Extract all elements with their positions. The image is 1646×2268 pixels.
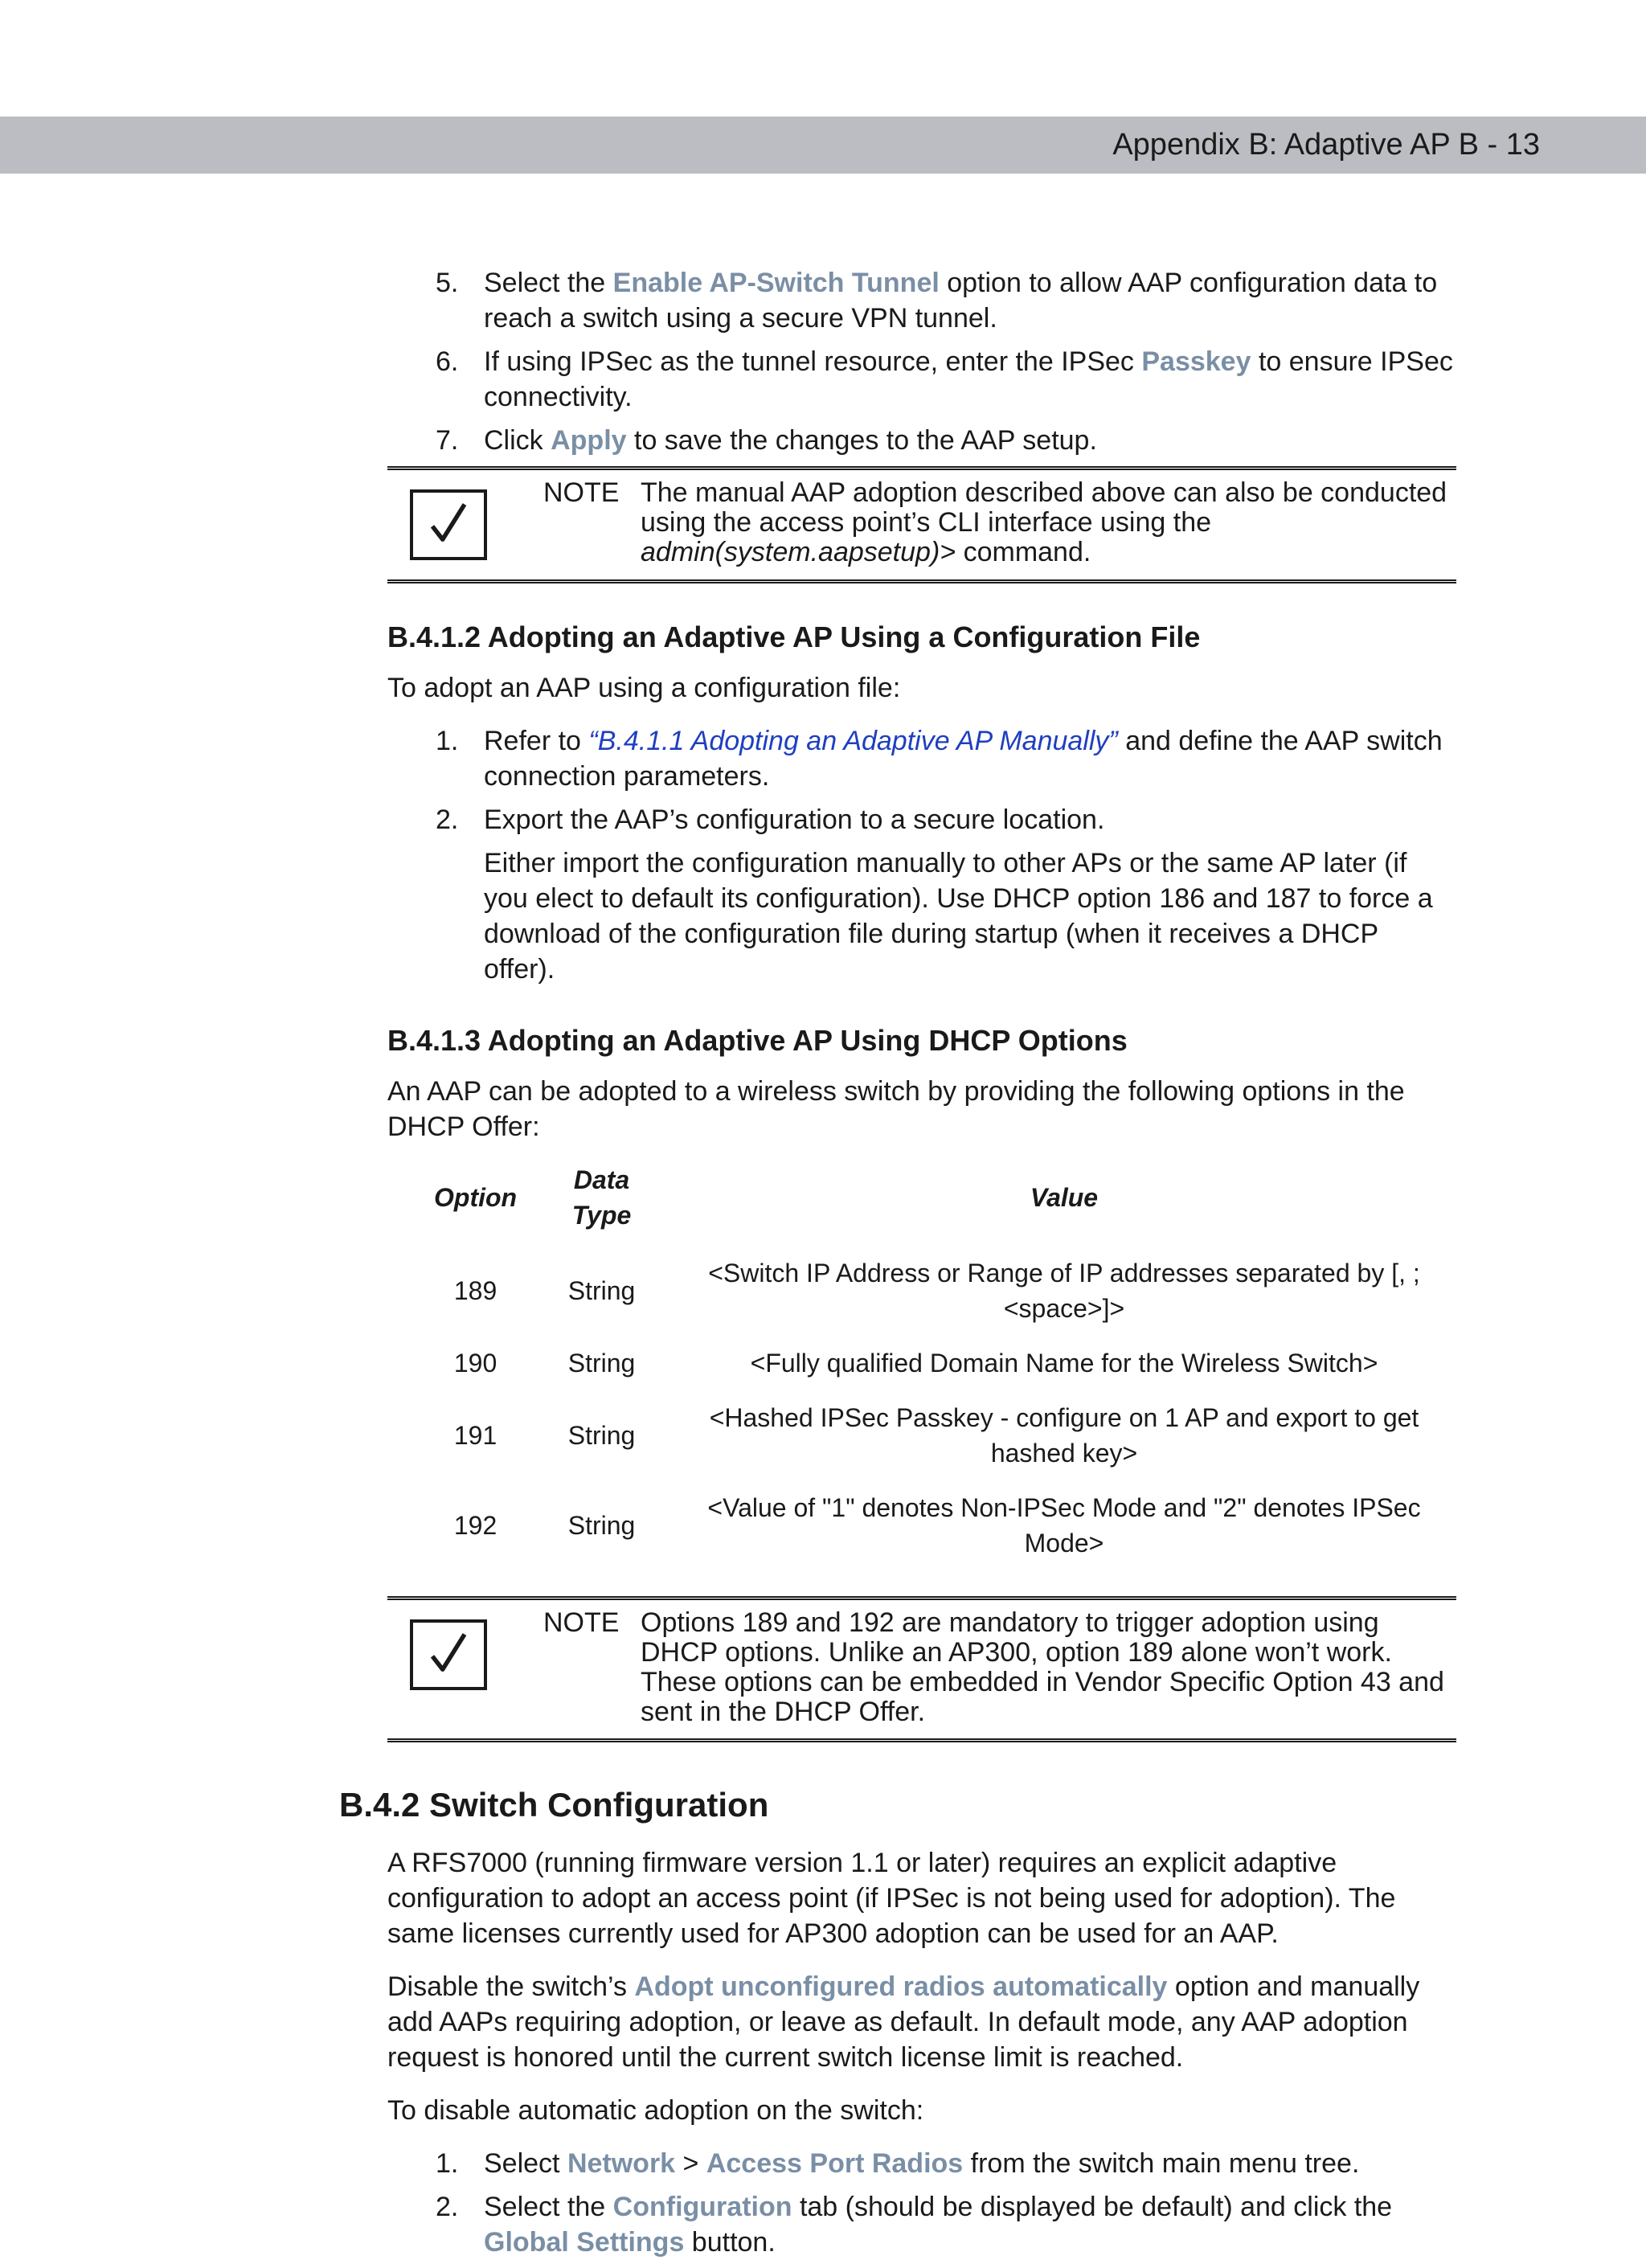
keyword-apply: Apply (551, 425, 627, 456)
keyword-global-settings: Global Settings (484, 2227, 685, 2258)
step-text: Export the AAP’s configuration to a secure location. (484, 804, 1105, 835)
step-number: 6. (436, 346, 459, 377)
cell-option: 191 (453, 1421, 497, 1450)
step-text: to ensure IPSec connectivity. (484, 346, 1453, 412)
note-box-cli (387, 466, 1456, 583)
step-text: If using IPSec as the tunnel resource, enter the IPSec (484, 346, 1142, 377)
keyword-access-port-radios: Access Port Radios (706, 2148, 964, 2179)
b42-step-1 (387, 2146, 1456, 2181)
page-header-title: Appendix B: Adaptive AP B - 13 (1112, 128, 1540, 162)
step-number: 2. (436, 2192, 459, 2222)
step-text: Select the (484, 268, 613, 298)
b42-para-2 (387, 1969, 1456, 2075)
table-row (420, 1249, 1456, 1339)
b412-step-2 (387, 802, 1456, 837)
step-7 (387, 423, 1456, 458)
step-text: option to allow AAP configuration data to reach a switch using a secure VPN tunnel. (484, 268, 1438, 334)
note-label: NOTE (543, 1607, 620, 1638)
cell-type: String (567, 1421, 636, 1450)
cell-option: 189 (453, 1276, 497, 1305)
step-number: 2. (436, 804, 459, 835)
intro-b413: An AAP can be adopted to a wireless switch by providing the following options in the DHCP Offer: (387, 1076, 1405, 1142)
table-header-row (420, 1162, 1456, 1249)
note-label: NOTE (543, 477, 620, 508)
step-text: Refer to (484, 726, 589, 756)
checkmark-icon (410, 1619, 487, 1690)
keyword-adopt-unconfigured-radios: Adopt unconfigured radios automatically (634, 1971, 1168, 2002)
note-body (641, 478, 1456, 567)
note-body: Options 189 and 192 are mandatory to trigger adoption using DHCP options. Unlike an AP300, option 189 alone won’t work. These options can be embedded in Vendor Specific Option 43 and sent in the DHCP Offer. (641, 1607, 1444, 1727)
keyword-network: Network (567, 2148, 676, 2179)
note-text: The manual AAP adoption described above can also be conducted using the access point’s CLI interface using the (641, 477, 1447, 538)
column-header-option: Option (434, 1183, 518, 1212)
cell-option: 192 (453, 1511, 497, 1540)
note-box-dhcp (387, 1596, 1456, 1742)
cell-type: String (567, 1511, 636, 1540)
step-number: 1. (436, 726, 459, 756)
table-row (420, 1394, 1456, 1484)
table-row (420, 1339, 1456, 1394)
page-content (339, 265, 1456, 2268)
step-text: from the switch main menu tree. (963, 2148, 1360, 2179)
cell-type: String (567, 1349, 636, 1378)
step-text: Click (484, 425, 551, 456)
keyword-enable-ap-switch-tunnel: Enable AP-Switch Tunnel (612, 268, 940, 298)
cell-value: <Value of "1" denotes Non-IPSec Mode and "2" denotes IPSec Mode> (707, 1493, 1421, 1558)
step-text: Select the (484, 2192, 613, 2222)
cell-type: String (567, 1276, 636, 1305)
step-5 (387, 265, 1456, 336)
step-text: Select (484, 2148, 567, 2179)
column-header-value: Value (1030, 1183, 1099, 1212)
page-header-band (0, 117, 1646, 174)
cli-command: admin(system.aapsetup)> (641, 537, 956, 567)
step-number: 1. (436, 2148, 459, 2179)
step-number: 5. (436, 268, 459, 298)
cell-value: <Switch IP Address or Range of IP addresses separated by [, ; <space>]> (708, 1259, 1420, 1323)
table-row (420, 1484, 1456, 1574)
note-text: command. (956, 537, 1091, 567)
b42-step-2 (387, 2189, 1456, 2260)
b42-para-3: To disable automatic adoption on the switch: (387, 2095, 924, 2126)
step-text: tab (should be displayed be default) and click the (792, 2192, 1393, 2222)
checkmark-icon (410, 489, 487, 560)
step-text: > (675, 2148, 706, 2179)
step-number: 7. (436, 425, 459, 456)
cross-reference-link[interactable]: “B.4.1.1 Adopting an Adaptive AP Manually” (588, 726, 1118, 756)
b412-step-1 (387, 723, 1456, 794)
cell-value: <Fully qualified Domain Name for the Wireless Switch> (750, 1349, 1378, 1378)
step-text: and define the AAP switch connection parameters. (484, 726, 1443, 792)
para-text: option and manually add AAPs requiring adoption, or leave as default. In default mode, any AAP adoption request is honored until the current switch license limit is reached. (387, 1971, 1420, 2073)
heading-b413: B.4.1.3 Adopting an Adaptive AP Using DHCP Options (387, 1024, 1128, 1057)
b42-para-1: A RFS7000 (running firmware version 1.1 or later) requires an explicit adaptive configuration to adopt an access point (if IPSec is not being used for adoption). The same licenses currently used for AP300 adoption can be used for an AAP. (387, 1848, 1396, 1949)
step-6 (387, 344, 1456, 415)
para-text: Disable the switch’s (387, 1971, 635, 2002)
heading-b42: B.4.2 Switch Configuration (339, 1786, 769, 1824)
cell-value: <Hashed IPSec Passkey - configure on 1 AP and export to get hashed key> (709, 1403, 1419, 1468)
dhcp-options-table (420, 1162, 1456, 1574)
keyword-configuration: Configuration (612, 2192, 792, 2222)
heading-b412: B.4.1.2 Adopting an Adaptive AP Using a Configuration File (387, 620, 1201, 653)
keyword-passkey: Passkey (1141, 346, 1251, 377)
b412-followup: Either import the configuration manually to other APs or the same AP later (if you elect to default its configuration). Use DHCP option 186 and 187 to force a download of the configuration file during startup (when it receives a DHCP offer). (484, 848, 1433, 985)
step-text: button. (684, 2227, 776, 2258)
intro-b412: To adopt an AAP using a configuration file: (387, 673, 901, 703)
cell-option: 190 (453, 1349, 497, 1378)
step-text: to save the changes to the AAP setup. (626, 425, 1097, 456)
column-header-data-type: Data Type (571, 1165, 632, 1230)
